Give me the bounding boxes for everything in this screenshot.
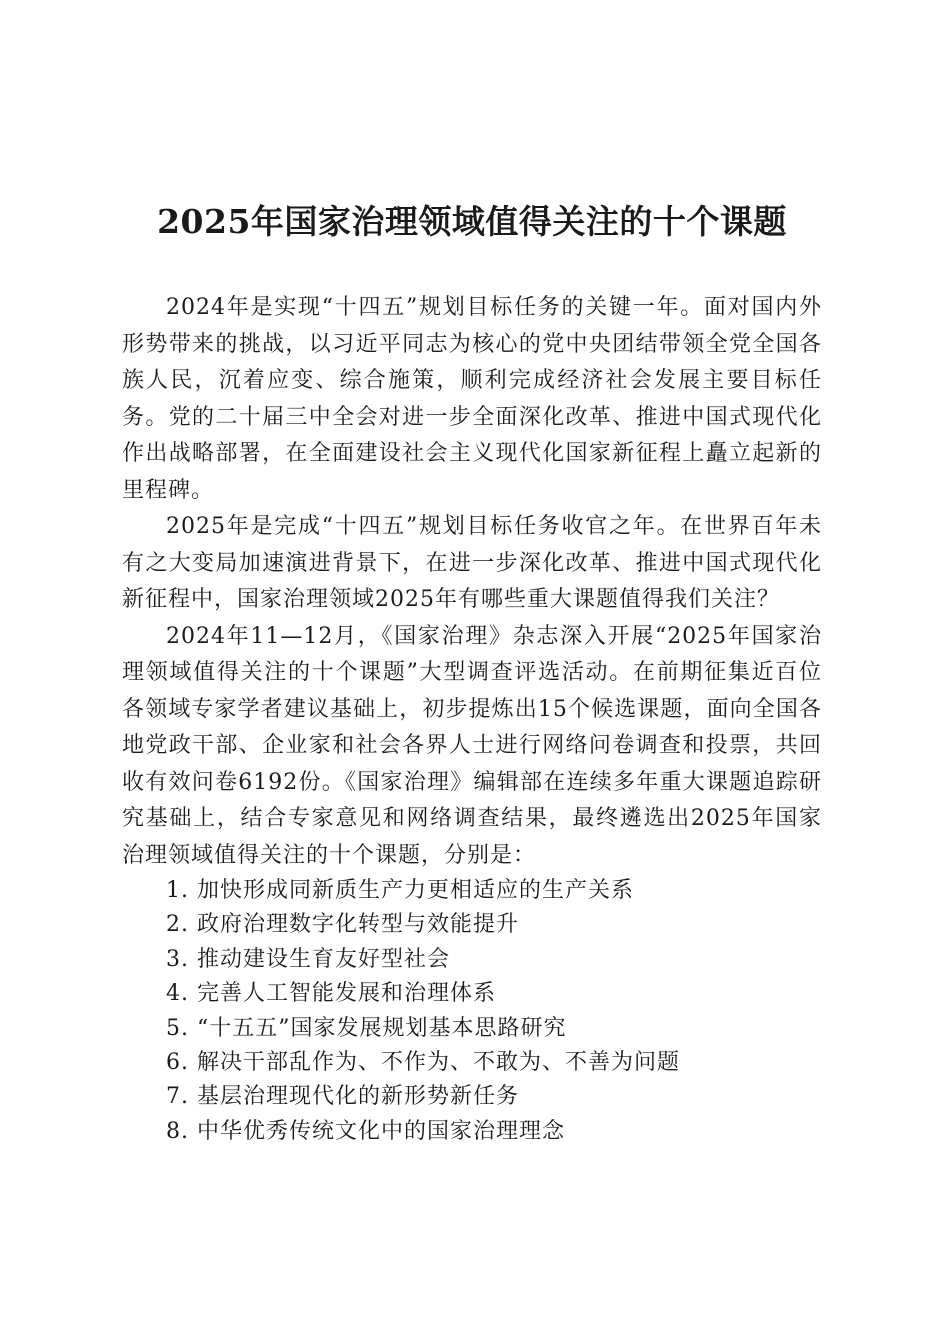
topic-list [122, 874, 822, 1149]
topic-item: 5. “十五五”国家发展规划基本思路研究 [166, 1015, 567, 1041]
paragraph: 2025年是完成“十四五”规划目标任务收官之年。在世界百年未有之大变局加速演进背景下，在进一步深化改革、推进中国式现代化新征程中，国家治理领域2025年有哪些重大课题值得我们关注？ [122, 514, 822, 612]
document-body [122, 290, 822, 1149]
topic-item: 4. 完善人工智能发展和治理体系 [166, 981, 496, 1007]
topic-item: 8. 中华优秀传统文化中的国家治理理念 [166, 1118, 565, 1144]
topic-item: 6. 解决干部乱作为、不作为、不敢为、不善为问题 [166, 1050, 680, 1076]
paragraph: 2024年是实现“十四五”规划目标任务的关键一年。面对国内外形势带来的挑战，以习近平同志为核心的党中央团结带领全党全国各族人民，沉着应变、综合施策，顺利完成经济社会发展主要目标任务。党的二十届三中全会对进一步全面深化改革、推进中国式现代化作出战略部署，在全面建设社会主义现代化国家新征程上矗立起新的里程碑。 [122, 295, 822, 503]
document-title: 2025年国家治理领域值得关注的十个课题 [157, 202, 787, 241]
topic-item: 3. 推动建设生育友好型社会 [166, 946, 450, 972]
topic-item: 1. 加快形成同新质生产力更相适应的生产关系 [166, 878, 634, 903]
paragraph: 2024年11—12月，《国家治理》杂志深入开展“2025年国家治理领域值得关注的十个课题”大型调查评选活动。在前期征集近百位各领域专家学者建议基础上，初步提炼出15个候选课题，面向全国各地党政干部、企业家和社会各界人士进行网络问卷调查和投票，共回收有效问卷6192份。《国家治理》编辑部在连续多年重大课题追踪研究基础上，结合专家意见和网络调查结果，最终遴选出2025年国家治理领域值得关注的十个课题，分别是： [122, 623, 822, 868]
topic-item: 2. 政府治理数字化转型与效能提升 [166, 912, 519, 938]
topic-item: 7. 基层治理现代化的新形势新任务 [166, 1084, 519, 1110]
